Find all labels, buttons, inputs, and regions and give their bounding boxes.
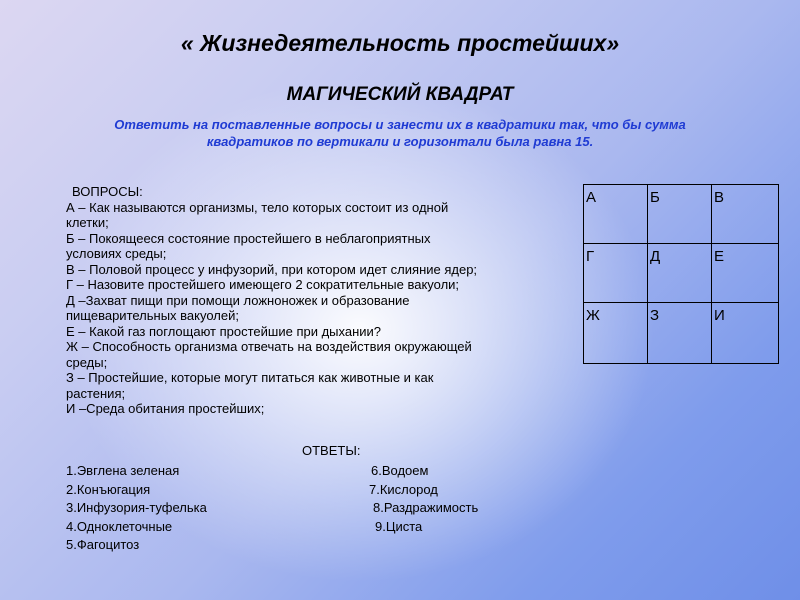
question-line: В – Половой процесс у инфузорий, при котором идет слияние ядер;	[66, 261, 478, 277]
answer-item: 6.Водоем	[371, 463, 429, 478]
question-line: клетки;	[66, 215, 109, 230]
question-line: Б – Покоящееся состояние простейшего в неблагоприятных	[66, 230, 431, 246]
answer-row	[66, 518, 546, 537]
answer-item: 7.Кислород	[369, 481, 438, 497]
answers-block	[66, 462, 546, 555]
answers-heading: ОТВЕТЫ:	[302, 443, 361, 458]
grid-cell[interactable]: Д	[648, 244, 712, 303]
instruction-text	[40, 116, 760, 150]
questions-block	[66, 184, 566, 417]
question-line: А – Как называются организмы, тело которых состоит из одной	[66, 199, 449, 215]
grid-cell[interactable]: Г	[584, 244, 648, 303]
answer-item: 8.Раздражимость	[373, 500, 479, 515]
magic-square	[583, 184, 779, 364]
question-line: Е – Какой газ поглощают простейшие при дыхании?	[66, 323, 382, 339]
instruction-line: квадратиков по вертикали и горизонтали была равна 15.	[206, 134, 594, 149]
grid-cell[interactable]: З	[648, 303, 712, 363]
instruction-line: Ответить на поставленные вопросы и занести их в квадратики так, что бы сумма	[114, 117, 686, 132]
answer-item: 1.Эвглена зеленая	[66, 463, 180, 478]
grid-cell[interactable]: В	[712, 185, 778, 244]
question-line: пищеварительных вакуолей;	[66, 308, 239, 323]
answer-item: 2.Конъюгация	[66, 481, 151, 497]
question-line: условиях среды;	[66, 246, 167, 261]
question-line: среды;	[66, 354, 108, 370]
slide-title: « Жизнедеятельность простейших»	[180, 30, 620, 56]
question-line: И –Среда обитания простейших;	[66, 401, 265, 416]
answer-row	[66, 462, 546, 481]
grid-cell[interactable]: Ж	[584, 303, 648, 363]
grid-cell[interactable]: Б	[648, 185, 712, 244]
answer-row	[66, 499, 546, 518]
grid-cell[interactable]: Е	[712, 244, 778, 303]
grid-cell[interactable]: А	[584, 185, 648, 244]
question-line: Г – Назовите простейшего имеющего 2 сократительные вакуоли;	[66, 277, 460, 292]
answer-item: 3.Инфузория-туфелька	[66, 500, 207, 515]
answer-item: 4.Одноклеточные	[66, 518, 173, 534]
answer-item: 5.Фагоцитоз	[66, 537, 140, 552]
question-line: З – Простейшие, которые могут питаться как животные и как	[66, 370, 434, 385]
question-line: растения;	[66, 385, 126, 401]
answer-item: 9.Циста	[375, 518, 423, 534]
answer-row	[66, 481, 546, 500]
questions-heading: ВОПРОСЫ:	[72, 184, 143, 199]
question-line: Ж – Способность организма отвечать на воздействия окружающей	[66, 339, 472, 354]
question-line: Д –Захват пищи при помощи ложноножек и образование	[66, 292, 410, 308]
slide-subtitle: МАГИЧЕСКИЙ КВАДРАТ	[286, 84, 514, 105]
answer-row	[66, 536, 546, 555]
grid-cell[interactable]: И	[714, 307, 725, 324]
